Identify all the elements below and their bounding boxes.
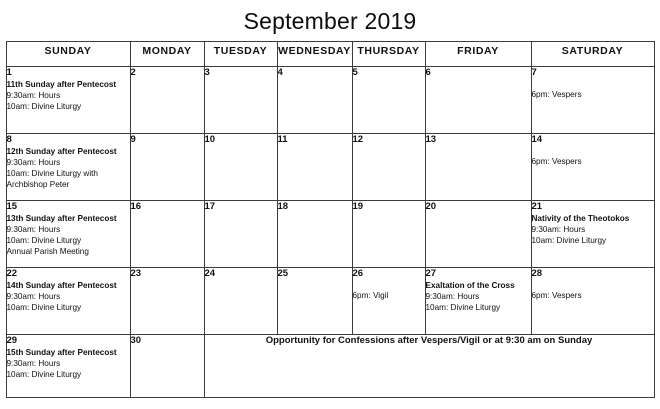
day-cell[interactable] [130,134,204,201]
day-cell[interactable] [425,268,531,335]
day-number: 5 [352,67,358,78]
day-cell[interactable] [425,67,531,134]
day-number: 10 [204,134,216,145]
day-number: 9 [130,134,136,145]
day-cell[interactable] [6,268,130,335]
day-cell[interactable] [531,67,654,134]
day-cell[interactable] [352,134,425,201]
day-cell[interactable] [277,268,352,335]
calendar-week-row [6,67,654,134]
calendar-week-row [6,134,654,201]
calendar-week-row [6,201,654,268]
day-event: 10am: Divine Liturgy [425,303,501,312]
day-event: 9:30am: Hours [6,225,61,234]
day-number: 28 [531,268,543,279]
calendar-week-row [6,335,654,398]
day-event: 9:30am: Hours [6,91,61,100]
day-number: 6 [425,67,431,78]
day-event: Annual Parish Meeting [6,247,89,256]
day-number: 23 [130,268,142,279]
day-cell[interactable] [130,67,204,134]
day-cell[interactable] [531,201,654,268]
day-event: 10am: Divine Liturgy [6,102,82,111]
day-cell[interactable] [531,134,654,201]
day-cell[interactable] [130,201,204,268]
day-event: 10am: Divine Liturgy [6,303,82,312]
day-number: 21 [531,201,543,212]
day-number: 20 [425,201,437,212]
day-cell[interactable] [6,67,130,134]
day-number: 26 [352,268,364,279]
day-number: 27 [425,268,437,279]
day-event: 6pm: Vigil [352,291,389,300]
day-number: 16 [130,201,142,212]
day-event: 9:30am: Hours [6,158,61,167]
day-event: 10am: Divine Liturgy [6,236,82,245]
day-number: 25 [277,268,289,279]
day-number: 3 [204,67,210,78]
day-event: 9:30am: Hours [6,359,61,368]
day-cell[interactable] [204,67,277,134]
day-number: 24 [204,268,216,279]
day-cell[interactable] [6,201,130,268]
weekday-header-friday: FRIDAY [425,42,531,67]
day-cell[interactable] [6,134,130,201]
weekday-header-monday: MONDAY [130,42,204,67]
day-cell[interactable] [352,201,425,268]
day-event: 6pm: Vespers [531,157,582,166]
day-cell[interactable] [204,134,277,201]
day-event: 10am: Divine Liturgy with Archbishop Peter [6,169,98,189]
day-number: 22 [6,268,18,279]
calendar-table [6,41,655,398]
day-number: 8 [6,134,12,145]
day-number: 17 [204,201,216,212]
day-event: 9:30am: Hours [531,225,586,234]
day-number: 11 [277,134,288,145]
calendar-week-row [6,268,654,335]
day-cell[interactable] [425,201,531,268]
day-cell[interactable] [531,268,654,335]
day-event: 10am: Divine Liturgy [6,370,82,379]
day-cell[interactable] [204,268,277,335]
weekday-header-sunday: SUNDAY [6,42,130,67]
day-cell[interactable] [352,67,425,134]
day-cell[interactable] [204,201,277,268]
day-event: 10am: Divine Liturgy [531,236,607,245]
day-number: 30 [130,335,142,346]
day-number: 18 [277,201,289,212]
day-number: 7 [531,67,537,78]
weekday-header-row [6,42,654,67]
day-number: 13 [425,134,437,145]
day-cell[interactable] [130,335,204,398]
day-event: 6pm: Vespers [531,291,582,300]
day-number: 1 [6,67,12,78]
day-number: 12 [352,134,364,145]
day-event: 6pm: Vespers [531,90,582,99]
confessions-note: Opportunity for Confessions after Vespers/Vigil or at 9:30 am on Sunday [204,335,654,398]
day-number: 19 [352,201,364,212]
day-cell[interactable] [425,134,531,201]
weekday-header-saturday: SATURDAY [531,42,654,67]
weekday-header-thursday: THURSDAY [352,42,425,67]
day-cell[interactable] [130,268,204,335]
day-event: 9:30am: Hours [425,292,480,301]
day-feast: 11th Sunday after Pentecost [6,80,117,89]
day-feast: 14th Sunday after Pentecost [6,281,117,290]
day-event: 9:30am: Hours [6,292,61,301]
day-cell[interactable] [6,335,130,398]
day-feast: 12th Sunday after Pentecost [6,147,117,156]
day-cell[interactable] [277,201,352,268]
weekday-header-wednesday: WEDNESDAY [277,42,352,67]
day-number: 4 [277,67,283,78]
day-cell[interactable] [352,268,425,335]
day-cell[interactable] [277,67,352,134]
day-number: 29 [6,335,18,346]
page-title: September 2019 [243,8,417,34]
day-feast: Nativity of the Theotokos [531,214,630,223]
day-number: 2 [130,67,136,78]
day-feast: 13th Sunday after Pentecost [6,214,117,223]
day-number: 14 [531,134,543,145]
day-feast: Exaltation of the Cross [425,281,515,290]
day-number: 15 [6,201,18,212]
day-feast: 15th Sunday after Pentecost [6,348,117,357]
weekday-header-tuesday: TUESDAY [204,42,277,67]
day-cell[interactable] [277,134,352,201]
